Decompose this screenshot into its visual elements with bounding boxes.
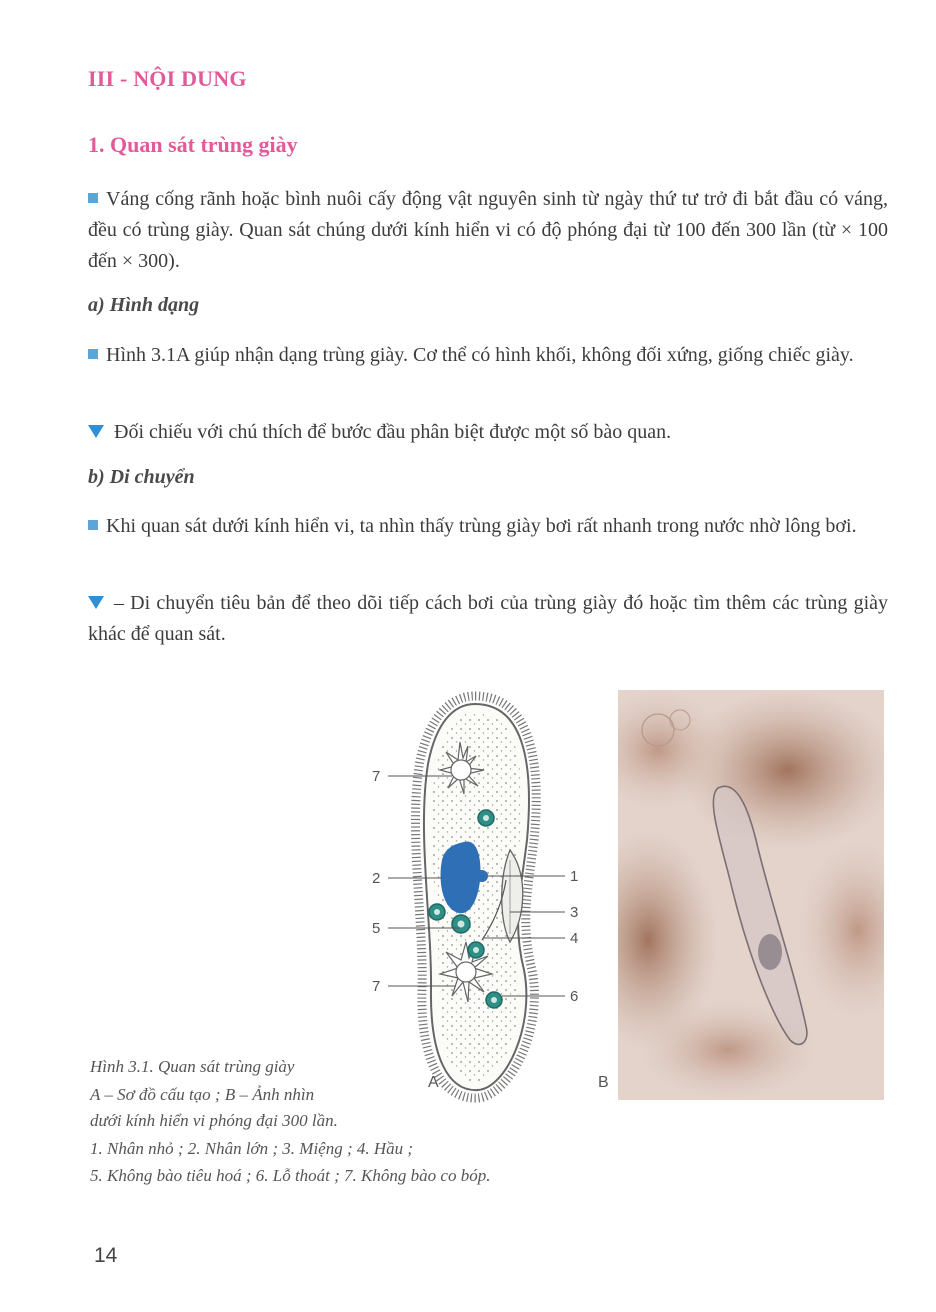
part-a-heading: a) Hình dạng xyxy=(88,294,200,316)
part-b-task-text: – Di chuyển tiêu bản để theo dõi tiếp cách bơi của trùng giày đó hoặc tìm thêm các trùng giày khác để quan sát. xyxy=(88,592,888,645)
triangle-bullet-icon xyxy=(88,425,104,438)
intro-text: Váng cống rãnh hoặc bình nuôi cấy động vật nguyên sinh từ ngày thứ tư trở đi bắt đầu có váng, đều có trùng giày. Quan sát chúng dưới kính hiển vi có độ phóng đại từ 100 đến 300 lần (từ × 100 đến × 300). xyxy=(88,188,888,272)
section-heading: III - NỘI DUNG xyxy=(88,66,247,91)
figure-caption-line3: dưới kính hiển vi phóng đại 300 lần. xyxy=(90,1111,338,1130)
label-7-top: 7 xyxy=(372,768,381,785)
figure-label-b: B xyxy=(598,1074,609,1091)
figure-label-a: A xyxy=(428,1074,439,1091)
part-b-text: Khi quan sát dưới kính hiển vi, ta nhìn thấy trùng giày bơi rất nhanh trong nước nhờ lông bơi. xyxy=(106,515,857,537)
square-bullet-icon xyxy=(88,349,98,359)
figure-caption-line4: 1. Nhân nhỏ ; 2. Nhân lớn ; 3. Miệng ; 4. Hầu ; xyxy=(90,1139,414,1158)
paramecium-diagram xyxy=(360,690,600,1110)
part-b-paragraph xyxy=(88,511,888,542)
label-1: 1 xyxy=(570,868,579,885)
square-bullet-icon xyxy=(88,193,98,203)
figure-caption-line2: A – Sơ đồ cấu tạo ; B – Ảnh nhìn xyxy=(90,1085,315,1104)
part-b-task xyxy=(88,588,888,650)
micrograph-photo xyxy=(618,690,884,1100)
figure-caption-line5: 5. Không bào tiêu hoá ; 6. Lỗ thoát ; 7. Không bào co bóp. xyxy=(90,1166,491,1185)
label-4: 4 xyxy=(570,930,579,947)
label-3: 3 xyxy=(570,904,579,921)
triangle-bullet-icon xyxy=(88,596,104,609)
part-a-paragraph xyxy=(88,340,888,371)
square-bullet-icon xyxy=(88,520,98,530)
part-a-task xyxy=(88,417,888,448)
label-6: 6 xyxy=(570,988,579,1005)
label-5: 5 xyxy=(372,920,381,937)
part-a-text: Hình 3.1A giúp nhận dạng trùng giày. Cơ thể có hình khối, không đối xứng, giống chiếc giày. xyxy=(106,344,854,366)
part-a-task-text: Đối chiếu với chú thích để bước đầu phân biệt được một số bào quan. xyxy=(114,421,672,443)
part-b-heading: b) Di chuyển xyxy=(88,466,195,488)
figure-caption-title: Hình 3.1. Quan sát trùng giày xyxy=(90,1057,295,1076)
micronucleus xyxy=(476,870,488,882)
label-2: 2 xyxy=(372,870,381,887)
page-number: 14 xyxy=(94,1244,118,1267)
intro-paragraph xyxy=(88,184,888,277)
label-7-bottom: 7 xyxy=(372,978,381,995)
subsection-heading: 1. Quan sát trùng giày xyxy=(88,132,298,157)
